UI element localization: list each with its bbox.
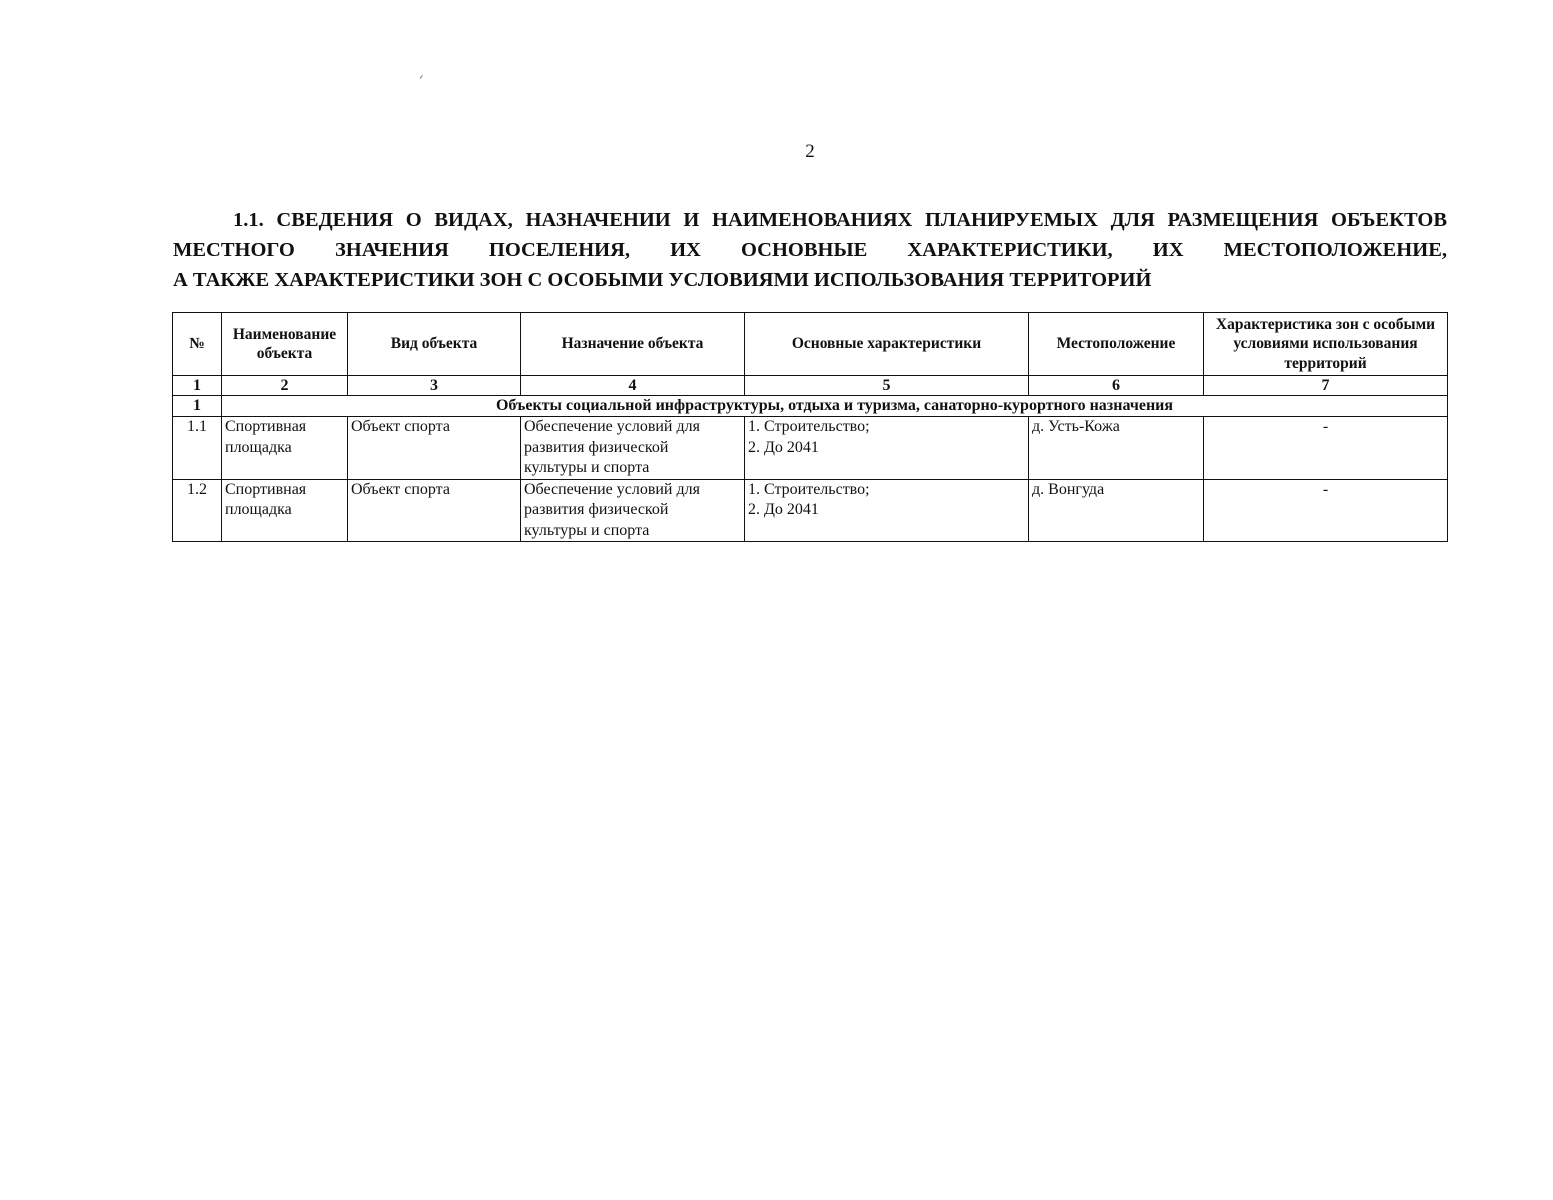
column-number: 5 xyxy=(745,376,1029,396)
object-purpose xyxy=(521,479,745,542)
page-number: 2 xyxy=(805,141,815,162)
object-location: д. Вонгуда xyxy=(1029,479,1204,542)
section-row xyxy=(173,396,1448,417)
object-characteristics xyxy=(745,479,1029,542)
object-name-line: Спортивная xyxy=(225,418,307,435)
purpose-line: развития физической xyxy=(524,501,669,518)
section-title: Объекты социальной инфраструктуры, отдыха и туризма, санаторно-курортного назначения xyxy=(222,396,1448,417)
object-purpose xyxy=(521,417,745,480)
column-number: 4 xyxy=(521,376,745,396)
row-number: 1.1 xyxy=(173,417,222,480)
header-cell-zones: Характеристика зон с особыми условиями использования территорий xyxy=(1204,313,1448,376)
title-line-2: МЕСТНОГО ЗНАЧЕНИЯ ПОСЕЛЕНИЯ, ИХ ОСНОВНЫЕ ХАРАКТЕРИСТИКИ, ИХ МЕСТОПОЛОЖЕНИЕ, xyxy=(173,239,1447,261)
characteristic-line: 1. Строительство; xyxy=(748,480,870,498)
column-number: 7 xyxy=(1204,376,1448,396)
header-cell-type: Вид объекта xyxy=(348,313,521,376)
characteristic-line: 1. Строительство; xyxy=(748,418,870,435)
column-number-row xyxy=(173,376,1448,396)
column-number: 1 xyxy=(173,376,222,396)
row-number: 1.2 xyxy=(173,479,222,542)
object-name xyxy=(222,417,348,480)
table-row xyxy=(173,479,1448,542)
purpose-line: культуры и спорта xyxy=(524,521,650,539)
purpose-line: Обеспечение условий для xyxy=(524,480,700,498)
header-cell-name: Наименование объекта xyxy=(222,313,348,376)
purpose-line: развития физической xyxy=(524,438,669,456)
table-row xyxy=(173,417,1448,480)
object-type: Объект спорта xyxy=(348,417,521,480)
document-title xyxy=(173,205,1447,295)
column-number: 2 xyxy=(222,376,348,396)
title-line-3: А ТАКЖЕ ХАРАКТЕРИСТИКИ ЗОН С ОСОБЫМИ УСЛОВИЯМИ ИСПОЛЬЗОВАНИЯ ТЕРРИТОРИЙ xyxy=(173,269,1152,291)
scan-mark xyxy=(420,75,425,80)
column-number: 3 xyxy=(348,376,521,396)
object-name-line: Спортивная xyxy=(225,480,307,498)
header-cell-purpose: Назначение объекта xyxy=(521,313,745,376)
object-name xyxy=(222,479,348,542)
purpose-line: культуры и спорта xyxy=(524,459,650,476)
header-cell-location: Местоположение xyxy=(1029,313,1204,376)
object-name-line: площадка xyxy=(225,438,292,456)
object-location: д. Усть-Кожа xyxy=(1029,417,1204,480)
object-characteristics xyxy=(745,417,1029,480)
header-row xyxy=(173,313,1448,376)
characteristic-line: 2. До 2041 xyxy=(748,438,819,456)
object-name-line: площадка xyxy=(225,501,292,518)
section-number: 1 xyxy=(173,396,222,417)
header-cell-num: № xyxy=(173,313,222,376)
characteristic-line: 2. До 2041 xyxy=(748,501,819,518)
object-type: Объект спорта xyxy=(348,479,521,542)
purpose-line: Обеспечение условий для xyxy=(524,418,700,435)
objects-table xyxy=(172,312,1448,542)
column-number: 6 xyxy=(1029,376,1204,396)
zone-characteristics: - xyxy=(1204,479,1448,542)
zone-characteristics: - xyxy=(1204,417,1448,480)
title-line-1: 1.1. СВЕДЕНИЯ О ВИДАХ, НАЗНАЧЕНИИ И НАИМЕНОВАНИЯХ ПЛАНИРУЕМЫХ ДЛЯ РАЗМЕЩЕНИЯ ОБЪЕКТОВ xyxy=(233,209,1447,231)
header-cell-characteristics: Основные характеристики xyxy=(745,313,1029,376)
